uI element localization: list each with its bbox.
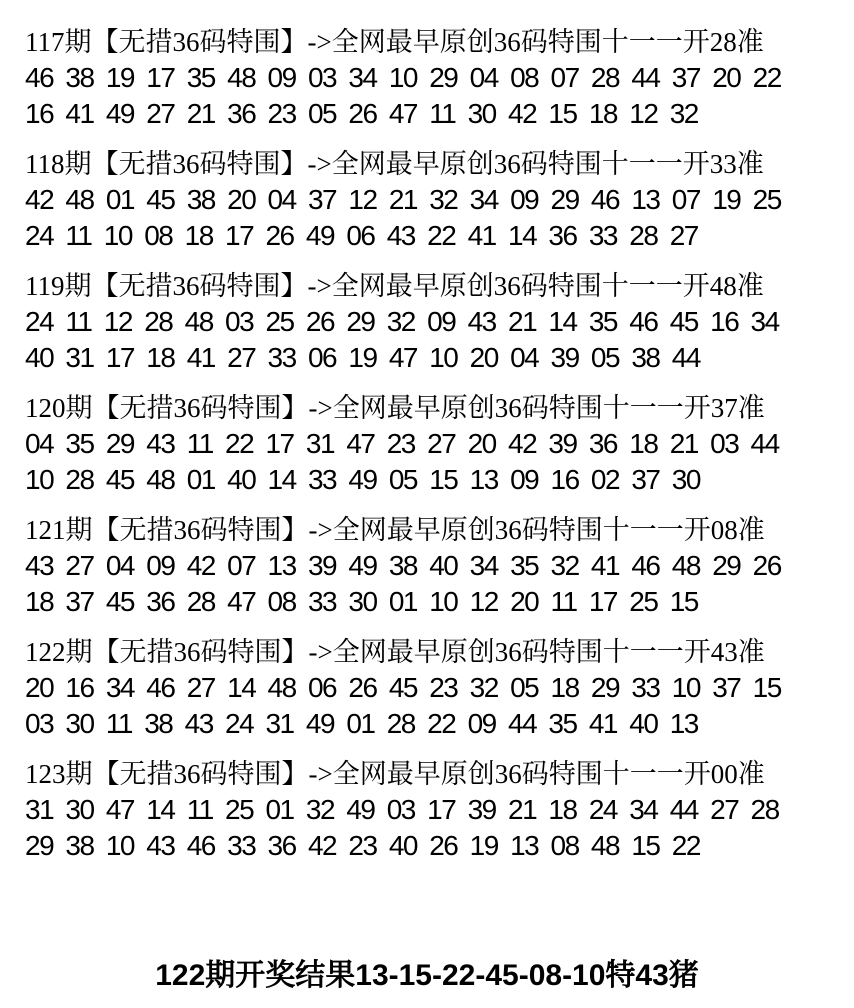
period-block-120	[25, 390, 840, 498]
period-block-121	[25, 512, 840, 620]
numbers-row-1: 20 16 34 46 27 14 48 06 26 45 23 32 05 18 29 33 10 37 15	[25, 672, 781, 703]
period-header: 120期【无措36码特围】->全网最早原创36码特围十一一开37准	[25, 393, 765, 423]
lottery-posts	[25, 24, 840, 878]
period-header: 118期【无措36码特围】->全网最早原创36码特围十一一开33准	[25, 149, 764, 179]
period-header: 121期【无措36码特围】->全网最早原创36码特围十一一开08准	[25, 515, 765, 545]
period-header: 117期【无措36码特围】->全网最早原创36码特围十一一开28准	[25, 27, 764, 57]
draw-result-line: 122期开奖结果13-15-22-45-08-10特43猪	[155, 959, 699, 992]
period-block-123	[25, 756, 840, 864]
numbers-row-2: 18 37 45 36 28 47 08 33 30 01 10 12 20 11 17 25 15	[25, 586, 698, 617]
numbers-row-1: 43 27 04 09 42 07 13 39 49 38 40 34 35 32 41 46 48 29 26	[25, 550, 781, 581]
numbers-row-1: 46 38 19 17 35 48 09 03 34 10 29 04 08 07 28 44 37 20 22	[25, 62, 781, 93]
numbers-row-2: 03 30 11 38 43 24 31 49 01 28 22 09 44 35 41 40 13	[25, 708, 698, 739]
numbers-row-1: 04 35 29 43 11 22 17 31 47 23 27 20 42 39 36 18 21 03 44	[25, 428, 779, 459]
period-block-118	[25, 146, 840, 254]
numbers-row-1: 42 48 01 45 38 20 04 37 12 21 32 34 09 29 46 13 07 19 25	[25, 184, 781, 215]
period-block-122	[25, 634, 840, 742]
numbers-row-2: 16 41 49 27 21 36 23 05 26 47 11 30 42 15 18 12 32	[25, 98, 698, 129]
numbers-row-2: 29 38 10 43 46 33 36 42 23 40 26 19 13 08 48 15 22	[25, 830, 700, 861]
numbers-row-2: 24 11 10 08 18 17 26 49 06 43 22 41 14 36 33 28 27	[25, 220, 698, 251]
numbers-row-2: 10 28 45 48 01 40 14 33 49 05 15 13 09 16 02 37 30	[25, 464, 700, 495]
period-block-119	[25, 268, 840, 376]
numbers-row-1: 31 30 47 14 11 25 01 32 49 03 17 39 21 18 24 34 44 27 28	[25, 794, 779, 825]
numbers-row-2: 40 31 17 18 41 27 33 06 19 47 10 20 04 39 05 38 44	[25, 342, 700, 373]
numbers-row-1: 24 11 12 28 48 03 25 26 29 32 09 43 21 14 35 46 45 16 34	[25, 306, 779, 337]
period-header: 119期【无措36码特围】->全网最早原创36码特围十一一开48准	[25, 271, 764, 301]
period-header: 123期【无措36码特围】->全网最早原创36码特围十一一开00准	[25, 759, 765, 789]
period-header: 122期【无措36码特围】->全网最早原创36码特围十一一开43准	[25, 637, 765, 667]
period-block-117	[25, 24, 840, 132]
